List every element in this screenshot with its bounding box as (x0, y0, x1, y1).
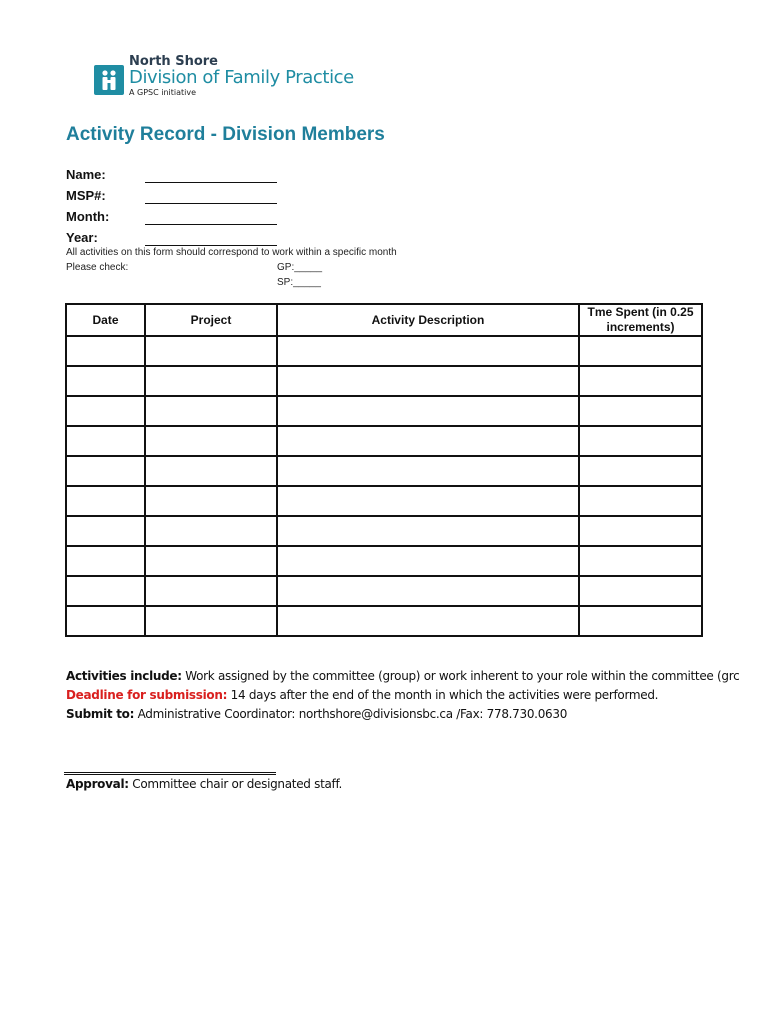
msp-field[interactable] (145, 203, 277, 204)
date-cell[interactable] (66, 336, 145, 366)
project-cell[interactable] (145, 426, 277, 456)
name-field[interactable] (145, 182, 277, 183)
sp-checkbox[interactable]: SP:_____ (277, 277, 321, 288)
submit-to (66, 707, 567, 721)
project-cell[interactable] (145, 396, 277, 426)
deadline-text: 14 days after the end of the month in which the activities were performed. (227, 688, 659, 702)
month-field[interactable] (145, 224, 277, 225)
time-spent-cell[interactable] (579, 366, 702, 396)
activity-description-cell[interactable] (277, 426, 579, 456)
approval-text: Committee chair or designated staff. (128, 777, 343, 791)
activity-description-cell[interactable] (277, 516, 579, 546)
time-spent-cell[interactable] (579, 516, 702, 546)
activity-description-cell[interactable] (277, 546, 579, 576)
header-project: Project (145, 304, 277, 336)
activity-description-cell[interactable] (277, 456, 579, 486)
table-row (66, 426, 702, 456)
table-row (66, 336, 702, 366)
table-row (66, 546, 702, 576)
name-label: Name: (66, 167, 106, 182)
approval (66, 777, 342, 791)
activity-table (65, 303, 703, 637)
table-row (66, 486, 702, 516)
table-row (66, 366, 702, 396)
activity-description-cell[interactable] (277, 336, 579, 366)
time-spent-cell[interactable] (579, 426, 702, 456)
submit-text: Administrative Coordinator: northshore@divisionsbc.ca /Fax: 778.730.0630 (134, 707, 568, 721)
time-spent-cell[interactable] (579, 576, 702, 606)
page-title: Activity Record - Division Members (66, 124, 385, 145)
table-row (66, 456, 702, 486)
logo (94, 55, 354, 100)
month-label: Month: (66, 209, 110, 224)
logo-tagline: A GPSC initiative (129, 88, 197, 97)
activity-description-cell[interactable] (277, 486, 579, 516)
activity-description-cell[interactable] (277, 366, 579, 396)
date-cell[interactable] (66, 396, 145, 426)
date-cell[interactable] (66, 576, 145, 606)
project-cell[interactable] (145, 576, 277, 606)
deadline (66, 688, 658, 702)
date-cell[interactable] (66, 546, 145, 576)
table-row (66, 606, 702, 636)
project-cell[interactable] (145, 546, 277, 576)
time-spent-cell[interactable] (579, 486, 702, 516)
date-cell[interactable] (66, 486, 145, 516)
project-cell[interactable] (145, 456, 277, 486)
logo-name: Division of Family Practice (129, 67, 354, 88)
table-row (66, 396, 702, 426)
project-cell[interactable] (145, 486, 277, 516)
month-note: All activities on this form should correspond to work within a specific month (66, 247, 397, 258)
family-icon (94, 65, 124, 95)
project-cell[interactable] (145, 606, 277, 636)
table-row (66, 576, 702, 606)
time-spent-cell[interactable] (579, 396, 702, 426)
date-cell[interactable] (66, 366, 145, 396)
time-spent-cell[interactable] (579, 606, 702, 636)
please-check-label: Please check: (66, 262, 129, 273)
header-activity-description: Activity Description (277, 304, 579, 336)
activity-description-cell[interactable] (277, 396, 579, 426)
date-cell[interactable] (66, 426, 145, 456)
project-cell[interactable] (145, 366, 277, 396)
year-label: Year: (66, 230, 98, 245)
year-field[interactable] (145, 245, 277, 246)
activities-include (66, 669, 739, 683)
activities-label: Activities include: (66, 669, 182, 683)
date-cell[interactable] (66, 606, 145, 636)
activities-text: Work assigned by the committee (group) or work inherent to your role within the committee (grc (181, 669, 740, 683)
submit-label: Submit to: (66, 707, 135, 721)
gp-checkbox[interactable]: GP:_____ (277, 262, 323, 273)
header-time-spent: Tme Spent (in 0.25 increments) (579, 304, 702, 336)
header-date: Date (66, 304, 145, 336)
deadline-label: Deadline for submission: (66, 688, 228, 702)
msp-label: MSP#: (66, 188, 106, 203)
approval-label: Approval: (66, 777, 129, 791)
time-spent-cell[interactable] (579, 456, 702, 486)
table-header-row (66, 304, 702, 336)
table-row (66, 516, 702, 546)
date-cell[interactable] (66, 456, 145, 486)
project-cell[interactable] (145, 516, 277, 546)
logo-org: North Shore (129, 54, 218, 69)
time-spent-cell[interactable] (579, 336, 702, 366)
date-cell[interactable] (66, 516, 145, 546)
activity-description-cell[interactable] (277, 606, 579, 636)
time-spent-cell[interactable] (579, 546, 702, 576)
approval-signature-line[interactable] (64, 772, 276, 775)
project-cell[interactable] (145, 336, 277, 366)
activity-description-cell[interactable] (277, 576, 579, 606)
